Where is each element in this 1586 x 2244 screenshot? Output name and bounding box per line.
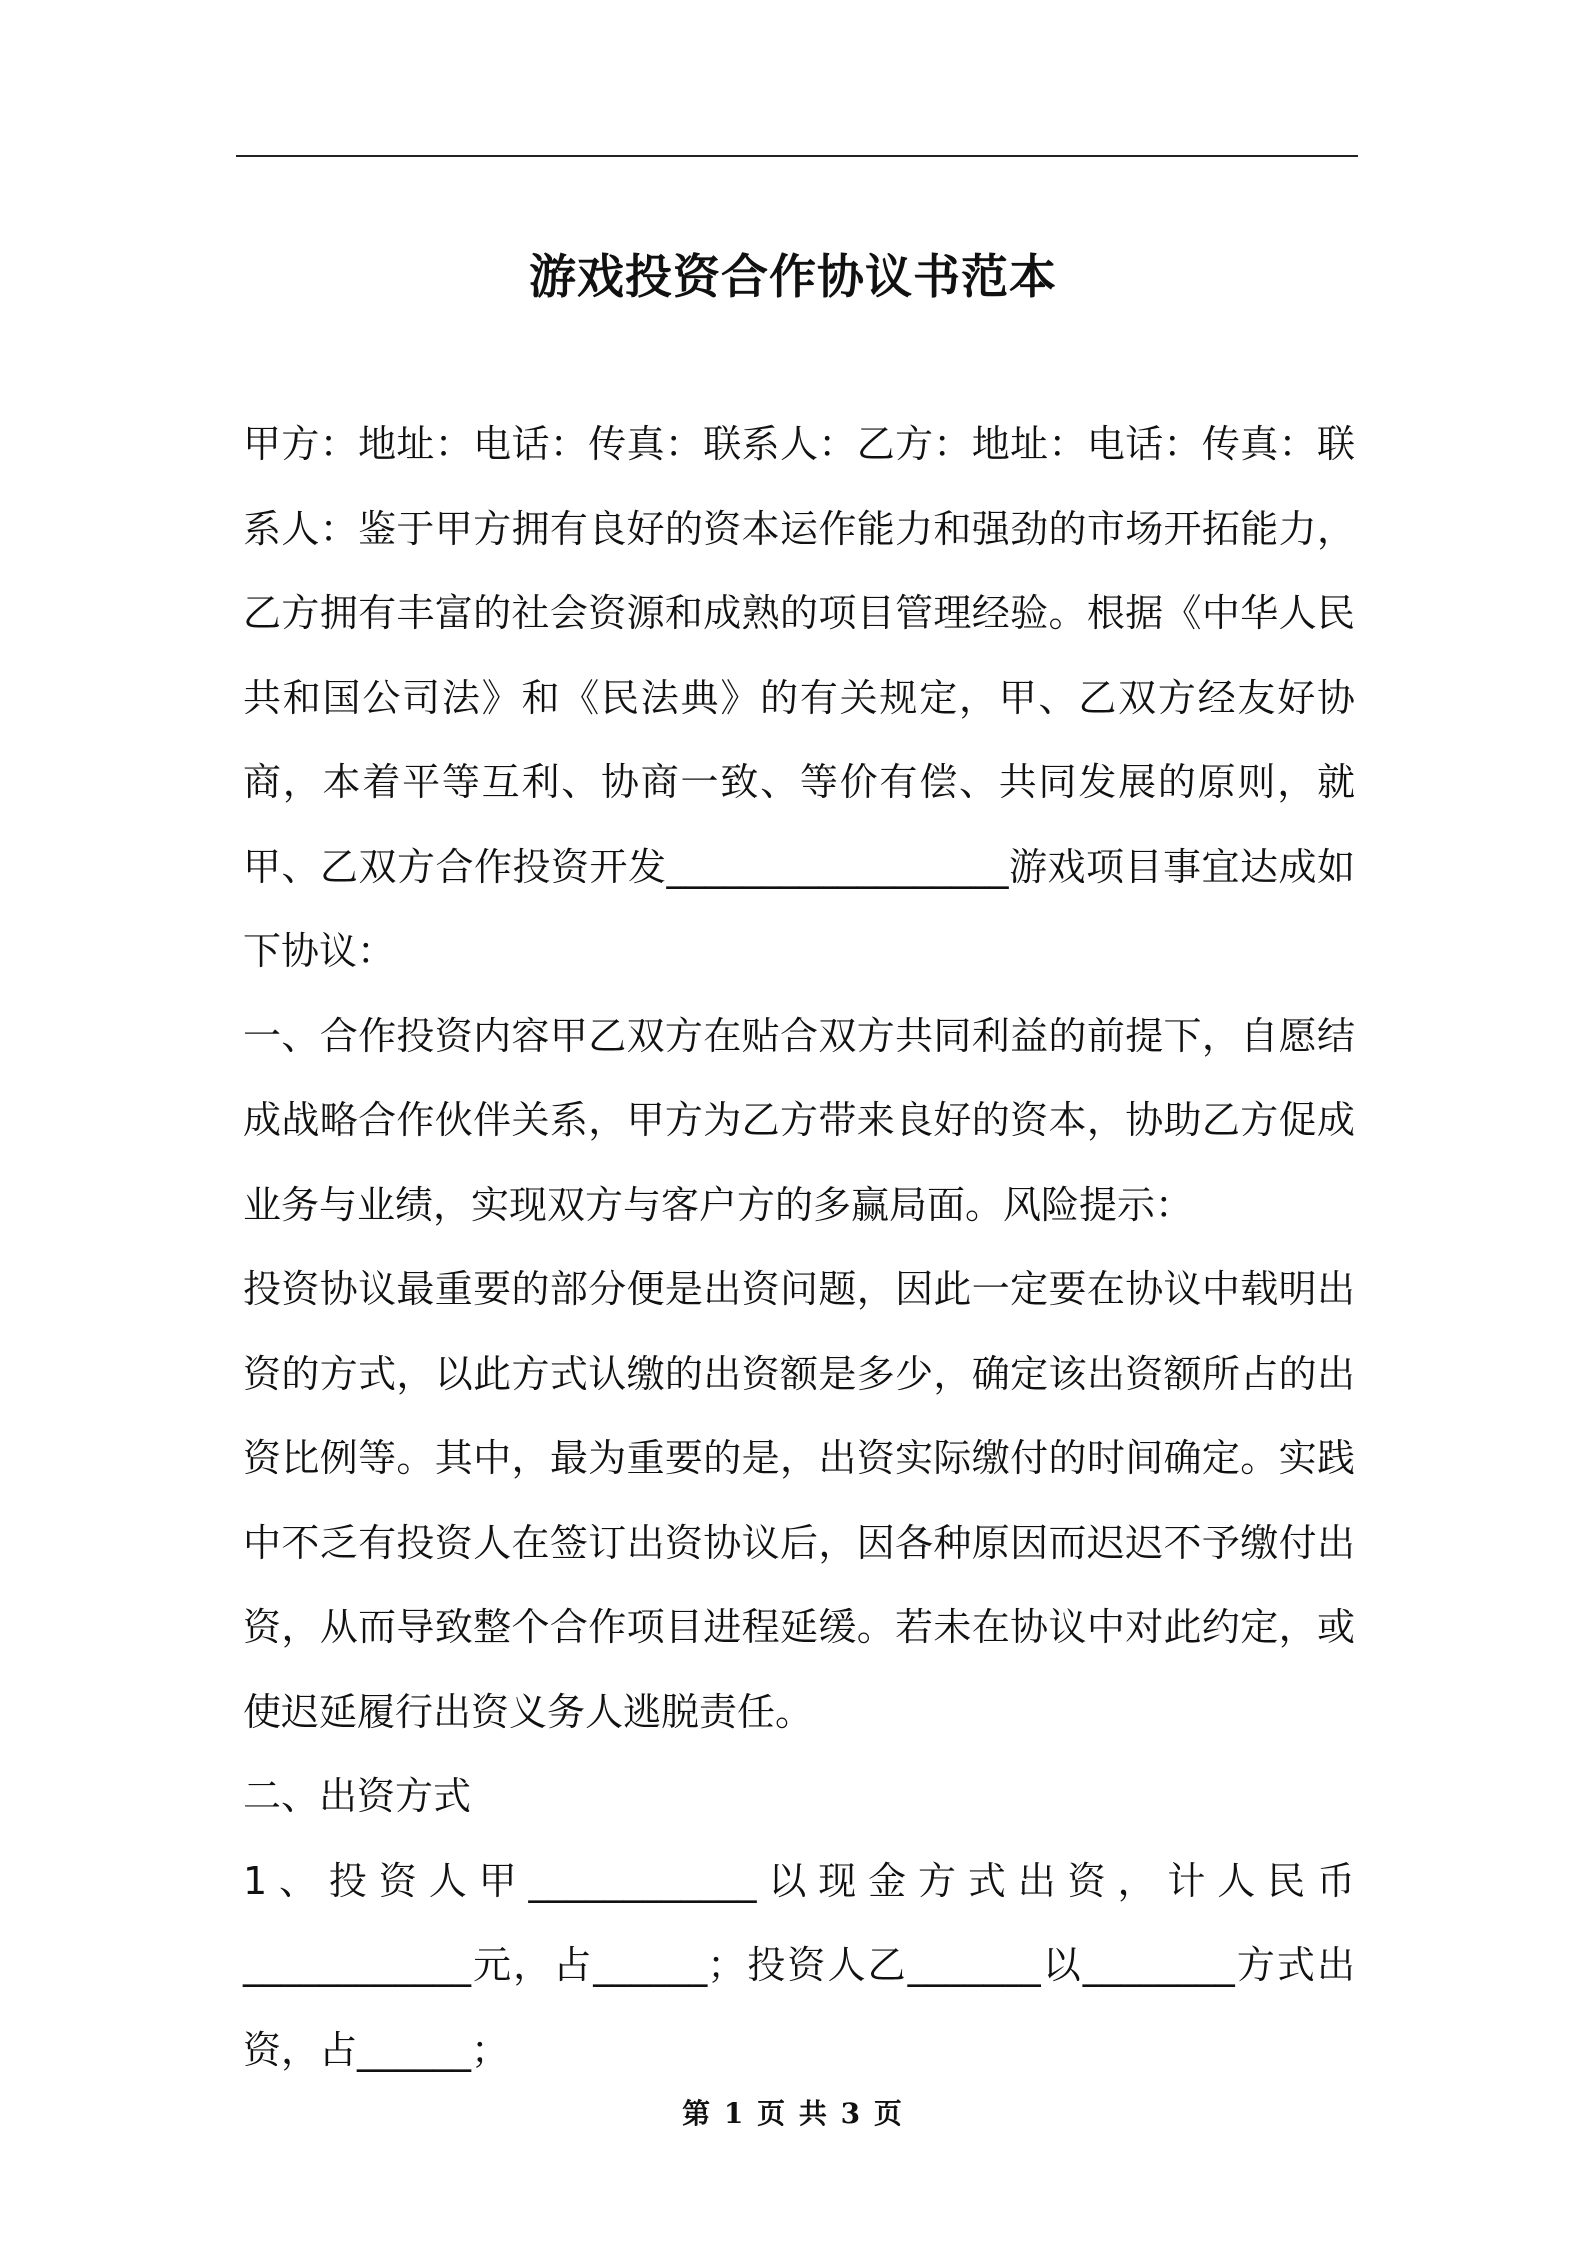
document-title: 游戏投资合作协议书范本	[529, 250, 1057, 306]
document-body	[243, 402, 1355, 2092]
contribution-clause-line-2: ____________元，占______；投资人乙_______以________方式出资，占______；	[243, 1943, 1355, 2072]
header-rule	[236, 155, 1358, 157]
preamble-paragraph: 甲方：地址：电话：传真：联系人：乙方：地址：电话：传真：联系人：鉴于甲方拥有良好的资本运作能力和强劲的市场开拓能力，乙方拥有丰富的社会资源和成熟的项目管理经验。根据《中华人民共和国公司法》和《民法典》的有关规定，甲、乙双方经友好协商，本着平等互利、协商一致、等价有偿、共同发展的原则，就甲、乙双方合作投资开发__________________游戏项目事宜达成如下协议：	[243, 422, 1355, 973]
page-number: 第 1 页 共 3 页	[682, 2097, 904, 2130]
section-two-heading: 二、出资方式	[243, 1774, 472, 1818]
section-one-paragraph: 一、合作投资内容甲乙双方在贴合双方共同利益的前提下，自愿结成战略合作伙伴关系，甲方为乙方带来良好的资本，协助乙方促成业务与业绩，实现双方与客户方的多赢局面。风险提示：	[243, 1013, 1355, 1227]
risk-note-paragraph: 投资协议最重要的部分便是出资问题，因此一定要在协议中载明出资的方式，以此方式认缴的出资额是多少，确定该出资额所占的出资比例等。其中，最为重要的是，出资实际缴付的时间确定。实践中不乏有投资人在签订出资协议后，因各种原因而迟迟不予缴付出资，从而导致整个合作项目进程延缓。若未在协议中对此约定，或使迟延履行出资义务人逃脱责任。	[243, 1267, 1355, 1734]
contribution-clause-line-1: 1、投资人甲____________以现金方式出资，计人民币	[243, 1858, 1355, 1903]
